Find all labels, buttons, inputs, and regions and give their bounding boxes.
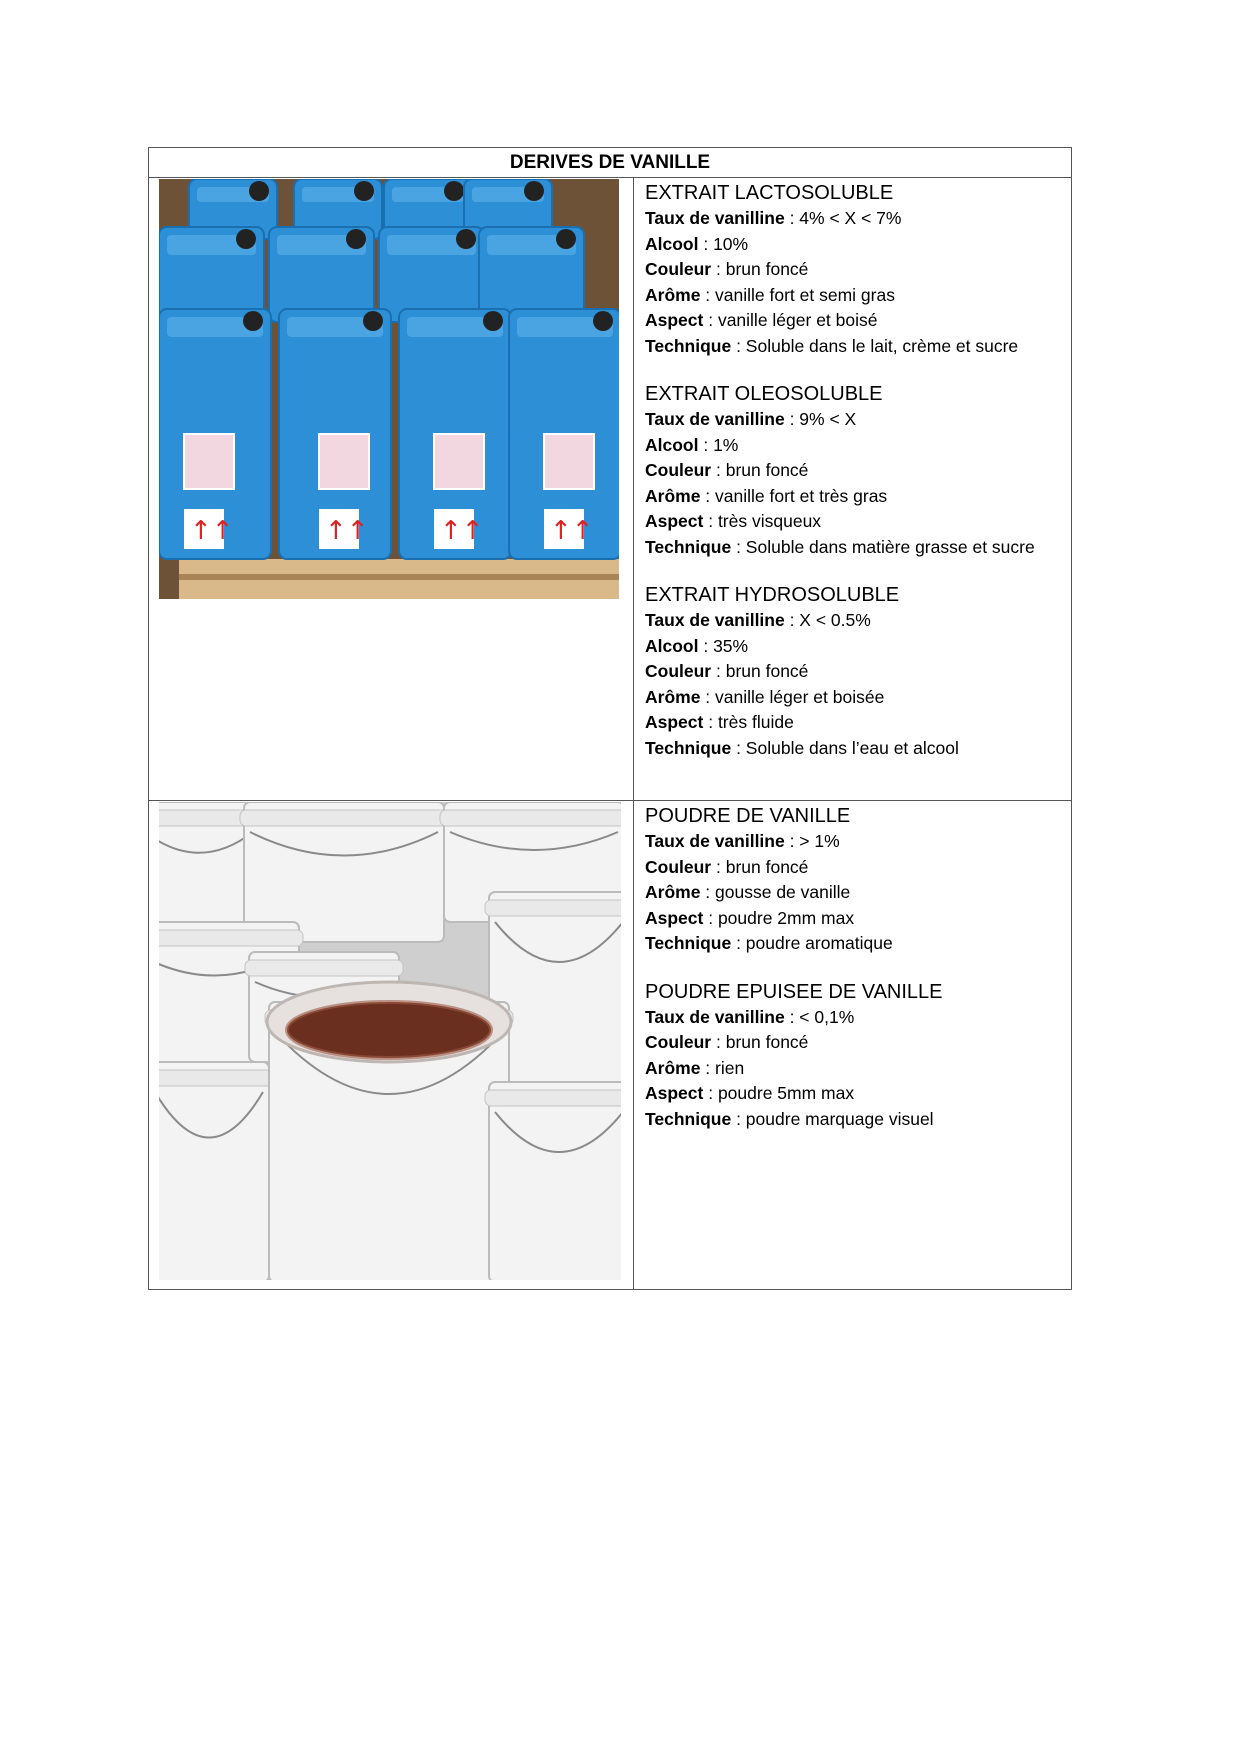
spec-line (645, 1107, 1071, 1133)
spec-line (645, 334, 1071, 360)
spec-line (645, 535, 1071, 561)
spec-line (645, 509, 1071, 535)
spec-label: Technique (645, 933, 732, 953)
spec-line (645, 1056, 1071, 1082)
spec-line (645, 685, 1071, 711)
spec-line (645, 659, 1071, 685)
spec-value: : 10% (698, 233, 749, 254)
spec-label: Alcool (645, 434, 699, 455)
image-cell (149, 178, 634, 800)
spec-label: Alcool (645, 233, 699, 254)
spec-line (645, 1081, 1071, 1107)
product-block (645, 381, 1071, 560)
spec-value: : vanille fort et semi gras (700, 284, 895, 305)
spec-line (645, 906, 1071, 932)
spec-line (645, 1030, 1071, 1056)
spec-value: : 35% (698, 635, 749, 656)
spec-value: : brun foncé (711, 661, 809, 681)
spec-label: Arôme (645, 1057, 701, 1078)
spec-line (645, 407, 1071, 433)
spec-value: : vanille léger et boisée (700, 686, 885, 707)
spec-label: Couleur (645, 259, 712, 279)
spec-line (645, 433, 1071, 459)
spec-value: : poudre 2mm max (703, 907, 855, 928)
spec-line (645, 855, 1071, 881)
spec-value: : gousse de vanille (700, 882, 851, 902)
spec-value: : Soluble dans matière grasse et sucre (731, 536, 1035, 557)
spec-line (645, 283, 1071, 309)
product-title: EXTRAIT LACTOSOLUBLE (645, 182, 894, 204)
spec-value: : poudre marquage visuel (731, 1108, 934, 1129)
spec-value: : 1% (698, 434, 739, 455)
spec-line (645, 458, 1071, 484)
product-block (645, 979, 1071, 1133)
spec-line (645, 1005, 1071, 1031)
spec-label: Arôme (645, 485, 701, 506)
spec-value: : Soluble dans le lait, crème et sucre (731, 335, 1019, 356)
spec-line (645, 308, 1071, 334)
spec-value: : brun foncé (711, 460, 809, 480)
blue-jerrycans-photo (159, 179, 619, 599)
spec-value: : rien (700, 1057, 745, 1078)
product-title: POUDRE DE VANILLE (645, 805, 851, 827)
spec-value: : brun foncé (711, 856, 809, 877)
spec-label: Couleur (645, 856, 712, 877)
product-block (645, 582, 1071, 761)
spec-line (645, 257, 1071, 283)
svg-text:↑↑: ↑↑ (550, 516, 594, 546)
text-cell (634, 178, 1071, 800)
spec-label: Aspect (645, 511, 704, 531)
spec-value: : 9% < X (784, 409, 857, 429)
spec-value: : < 0,1% (784, 1006, 855, 1027)
spec-label: Aspect (645, 712, 704, 732)
spec-line (645, 829, 1071, 855)
spec-value: : brun foncé (711, 1032, 809, 1052)
text-cell (634, 801, 1071, 1289)
spec-label: Couleur (645, 661, 712, 681)
product-block (645, 180, 1071, 359)
spec-line (645, 484, 1071, 510)
spec-label: Alcool (645, 635, 699, 656)
spec-label: Taux de vanilline (645, 1006, 785, 1027)
spec-label: Arôme (645, 284, 701, 305)
spec-label: Aspect (645, 907, 704, 928)
table-row-extracts (149, 178, 1071, 801)
spec-label: Technique (645, 1108, 732, 1129)
spec-value: : brun foncé (711, 259, 809, 279)
product-title: EXTRAIT HYDROSOLUBLE (645, 584, 900, 606)
svg-text:↑↑: ↑↑ (440, 516, 484, 546)
table-row-powders (149, 801, 1071, 1289)
spec-label: Aspect (645, 1083, 704, 1103)
spec-label: Technique (645, 536, 732, 557)
spec-line (645, 880, 1071, 906)
spec-label: Couleur (645, 1032, 712, 1052)
spec-label: Taux de vanilline (645, 831, 785, 851)
table-title: DERIVES DE VANILLE (149, 148, 1071, 178)
spec-label: Technique (645, 737, 732, 758)
spec-label: Arôme (645, 882, 701, 902)
spec-value: : X < 0.5% (784, 610, 871, 630)
spec-value: : poudre aromatique (731, 933, 893, 953)
spec-value: : vanille fort et très gras (700, 485, 888, 506)
product-title: POUDRE EPUISEE DE VANILLE (645, 980, 943, 1003)
spec-label: Couleur (645, 460, 712, 480)
spec-line (645, 931, 1071, 957)
spec-value: : Soluble dans l’eau et alcool (731, 737, 959, 758)
spec-value: : 4% < X < 7% (784, 208, 902, 228)
product-block (645, 803, 1071, 957)
image-cell (149, 801, 634, 1289)
product-title: EXTRAIT OLEOSOLUBLE (645, 383, 883, 405)
spec-line (645, 608, 1071, 634)
spec-label: Taux de vanilline (645, 409, 785, 429)
spec-value: : poudre 5mm max (703, 1083, 855, 1103)
product-table (148, 147, 1072, 1290)
white-buckets-photo (159, 802, 621, 1280)
spec-line (645, 736, 1071, 762)
spec-line (645, 710, 1071, 736)
spec-label: Technique (645, 335, 732, 356)
spec-value: : très fluide (703, 712, 794, 732)
spec-label: Taux de vanilline (645, 610, 785, 630)
spec-line (645, 206, 1071, 232)
spec-line (645, 232, 1071, 258)
svg-text:↑↑: ↑↑ (190, 516, 234, 546)
spec-value: : vanille léger et boisé (703, 310, 878, 330)
spec-value: : très visqueux (703, 511, 822, 531)
spec-line (645, 634, 1071, 660)
spec-value: : > 1% (784, 831, 840, 851)
svg-text:↑↑: ↑↑ (325, 516, 369, 546)
spec-label: Aspect (645, 310, 704, 330)
spec-label: Taux de vanilline (645, 208, 785, 228)
spec-label: Arôme (645, 686, 701, 707)
